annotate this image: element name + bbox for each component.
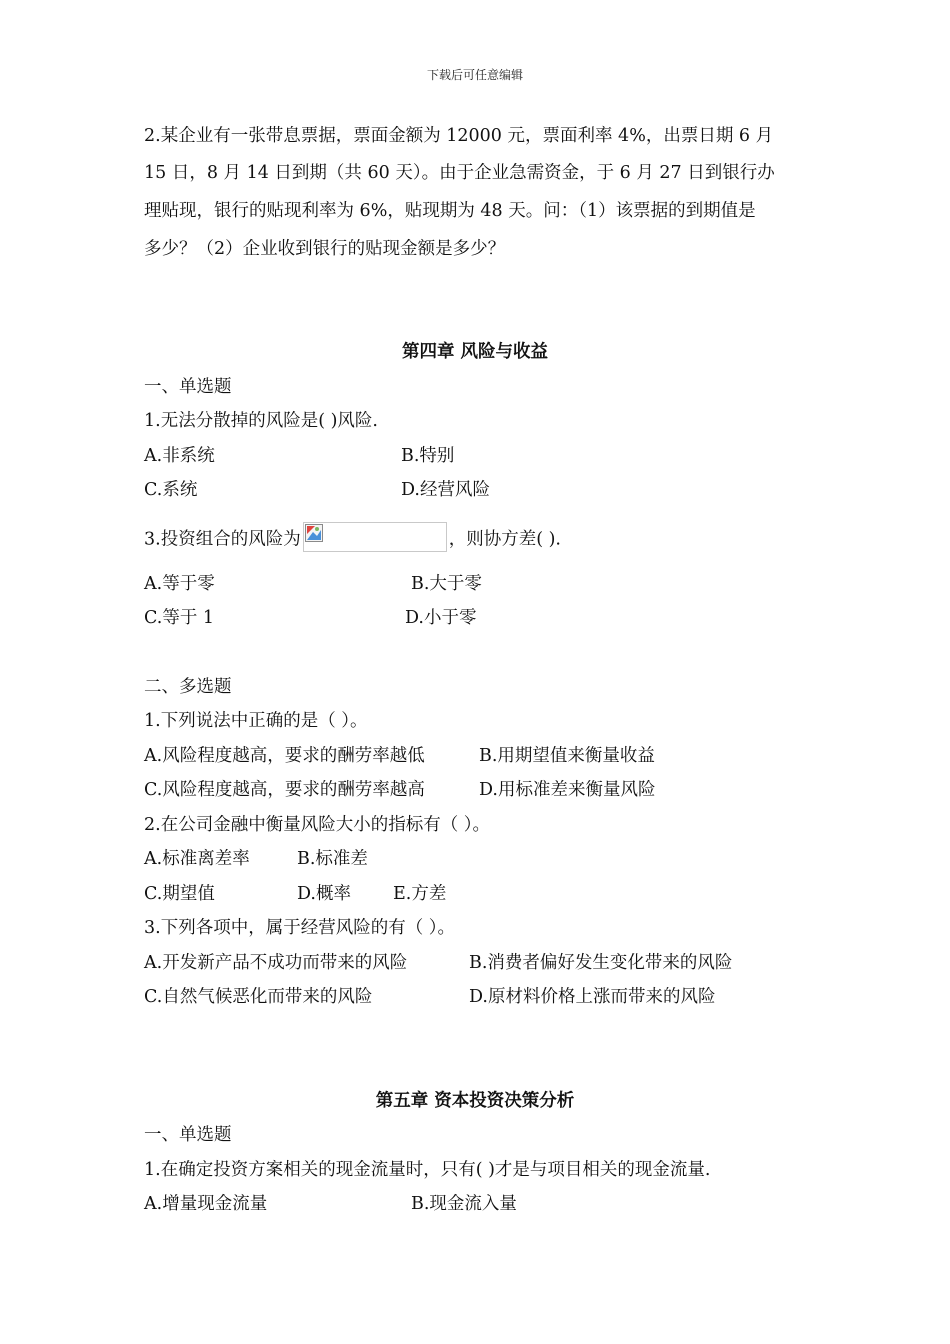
ch4-m2-option-b: B.标准差	[297, 849, 368, 869]
ch4-m1-option-c: C.风险程度越高，要求的酬劳率越高	[144, 780, 425, 800]
broken-image-icon	[305, 524, 323, 542]
ch4-m3-option-b: B.消费者偏好发生变化带来的风险	[469, 953, 733, 973]
ch4-q3	[144, 525, 561, 555]
ch4-q1: 1.无法分散掉的风险是( )风险.	[144, 411, 378, 431]
chapter4-title: 第四章 风险与收益	[401, 342, 549, 362]
ch4-m1-option-a: A.风险程度越高，要求的酬劳率越低	[144, 746, 425, 766]
ch4-q1-option-a: A.非系统	[144, 446, 215, 466]
ch4-multi-heading: 二、多选题	[144, 677, 232, 697]
ch4-m3-option-c: C.自然气候恶化而带来的风险	[144, 987, 373, 1007]
ch4-q1-option-b: B.特别	[401, 446, 455, 466]
ch4-q3-suffix: ，则协方差( ).	[448, 529, 561, 550]
ch4-q3-prefix: 3.投资组合的风险为	[144, 529, 301, 550]
ch4-q3-option-b: B.大于零	[411, 574, 482, 594]
problem-line-2: 15 日，8 月 14 日到期（共 60 天）。由于企业急需资金，于 6 月 27 日到银行办	[144, 163, 775, 183]
ch4-q3-option-c: C.等于 1	[144, 608, 215, 628]
ch5-q1-option-b: B.现金流入量	[411, 1194, 517, 1214]
formula-image-placeholder	[303, 522, 447, 552]
ch5-single-heading: 一、单选题	[144, 1125, 232, 1145]
ch4-m2: 2.在公司金融中衡量风险大小的指标有（ ）。	[144, 815, 491, 835]
ch4-q1-option-d: D.经营风险	[401, 480, 490, 500]
ch4-single-heading: 一、单选题	[144, 377, 232, 397]
ch4-m2-option-c: C.期望值	[144, 884, 215, 904]
ch4-q3-option-a: A.等于零	[144, 574, 215, 594]
ch4-m1-option-b: B.用期望值来衡量收益	[479, 746, 655, 766]
ch5-q1-option-a: A.增量现金流量	[144, 1194, 268, 1214]
ch4-m3-option-d: D.原材料价格上涨而带来的风险	[469, 987, 716, 1007]
ch4-q3-option-d: D.小于零	[405, 608, 477, 628]
ch5-q1: 1.在确定投资方案相关的现金流量时，只有( )才是与项目相关的现金流量.	[144, 1160, 711, 1180]
ch4-m2-option-e: E.方差	[393, 884, 447, 904]
problem-line-1: 2.某企业有一张带息票据，票面金额为 12000 元，票面利率 4%，出票日期 6 月	[144, 126, 774, 146]
ch4-m2-option-d: D.概率	[297, 884, 351, 904]
ch4-m1: 1.下列说法中正确的是（ ）。	[144, 711, 368, 731]
problem-line-4: 多少？（2）企业收到银行的贴现金额是多少？	[144, 239, 506, 259]
ch4-q1-option-c: C.系统	[144, 480, 198, 500]
chapter5-title: 第五章 资本投资决策分析	[375, 1091, 575, 1111]
ch4-m1-option-d: D.用标准差来衡量风险	[479, 780, 656, 800]
ch4-m3-option-a: A.开发新产品不成功而带来的风险	[144, 953, 408, 973]
ch4-m3: 3.下列各项中，属于经营风险的有（ ）。	[144, 918, 456, 938]
problem-line-3: 理贴现，银行的贴现利率为 6%，贴现期为 48 天。问：（1）该票据的到期值是	[144, 201, 756, 221]
page-header: 下载后可任意编辑	[426, 68, 523, 82]
ch4-m2-option-a: A.标准离差率	[144, 849, 250, 869]
